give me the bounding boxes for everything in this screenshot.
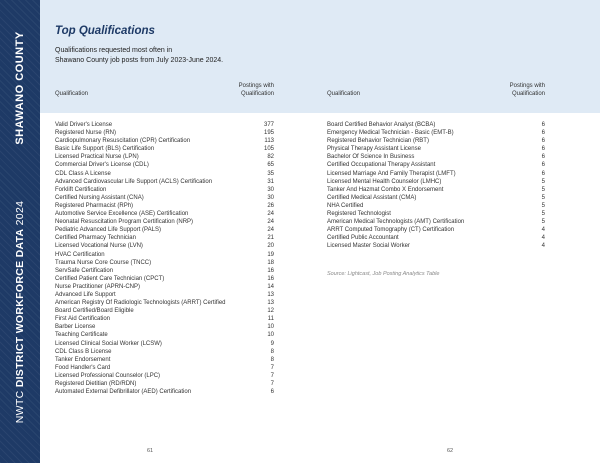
table-row — [55, 275, 274, 283]
qualification-name: Board Certified Behavior Analyst (BCBA) — [327, 122, 436, 128]
table-row — [55, 137, 274, 145]
qualification-name: NHA Certified — [327, 202, 364, 209]
right-postings-header — [475, 82, 545, 98]
table-row — [55, 202, 274, 210]
postings-count: 82 — [267, 154, 274, 161]
page-number-right: 62 — [447, 448, 454, 454]
qualification-name: Physical Therapy Assistant License — [327, 146, 421, 153]
qualification-name: Bachelor Of Science In Business — [327, 154, 415, 161]
table-row — [327, 218, 545, 226]
qualification-name: American Medical Technologists (AMT) Certification — [327, 219, 465, 226]
table-row — [55, 340, 274, 348]
postings-count: 13 — [267, 300, 274, 307]
source-note: Source: Lightcast, Job Posting Analytics Table — [327, 271, 440, 277]
qualification-name: Neonatal Resuscitation Program Certification (NRP) — [55, 219, 194, 226]
page-number-left: 61 — [147, 448, 154, 454]
postings-count: 9 — [270, 340, 274, 347]
qualification-name: Licensed Master Social Worker — [327, 243, 410, 250]
table-row — [55, 186, 274, 194]
postings-count: 30 — [267, 194, 274, 201]
qualification-name: Certified Patient Care Technician (CPCT) — [55, 275, 165, 282]
table-row — [55, 129, 274, 137]
table-row — [327, 137, 545, 145]
qualification-name: Emergency Medical Technician - Basic (EMT-B) — [327, 130, 454, 137]
postings-count: 8 — [270, 356, 274, 363]
qualification-name: Certified Occupational Therapy Assistant — [327, 162, 436, 169]
table-row — [55, 170, 274, 178]
report-name: DISTRICT WORKFORCE DATA — [14, 228, 26, 388]
table-row — [327, 129, 545, 137]
qualification-name: Forklift Certification — [55, 186, 107, 193]
postings-count: 13 — [267, 291, 274, 298]
postings-count: 10 — [267, 324, 274, 331]
postings-count: 6 — [541, 170, 545, 177]
table-row — [55, 259, 274, 267]
subtitle-line-2: Shawano County job posts from July 2023-June 2024. — [55, 57, 224, 64]
qualification-name: Certified Nursing Assistant (CNA) — [55, 194, 144, 201]
postings-count: 195 — [263, 130, 274, 137]
postings-count: 105 — [263, 146, 274, 153]
table-row — [55, 372, 274, 380]
postings-count: 65 — [267, 162, 274, 169]
table-row — [327, 170, 545, 178]
postings-count: 5 — [541, 178, 545, 185]
postings-count: 24 — [267, 211, 274, 218]
postings-count: 10 — [267, 332, 274, 339]
table-row — [55, 356, 274, 364]
postings-count: 7 — [270, 364, 274, 371]
page-subtitle — [55, 46, 315, 66]
postings-count: 24 — [267, 227, 274, 234]
left-postings-header — [204, 82, 274, 98]
subtitle-line-1: Qualifications requested most often in — [55, 47, 173, 54]
table-row — [55, 291, 274, 299]
table-row — [55, 348, 274, 356]
qualification-name: Teaching Certificate — [55, 332, 108, 339]
postings-count: 7 — [270, 381, 274, 387]
qualification-name: Commercial Driver's License (CDL) — [55, 162, 149, 169]
table-row — [327, 242, 545, 250]
postings-count: 18 — [267, 259, 274, 266]
left-qualification-header: Qualification — [55, 91, 89, 97]
postings-count: 16 — [267, 267, 274, 274]
qualification-name: Registered Dietitian (RD/RDN) — [55, 381, 137, 387]
county-label: SHAWANO COUNTY — [14, 31, 26, 145]
qualification-name: ServSafe Certification — [55, 267, 114, 274]
right-postings-header-line-1: Postings with — [509, 83, 545, 89]
table-row — [327, 210, 545, 218]
qualification-name: Cardiopulmonary Resuscitation (CPR) Certification — [55, 138, 191, 145]
table-row — [55, 364, 274, 372]
postings-count: 6 — [270, 389, 274, 396]
right-qualification-header: Qualification — [327, 91, 361, 97]
qualification-name: Nurse Practitioner (APRN-CNP) — [55, 283, 141, 290]
right-qualifications-table — [327, 121, 545, 251]
qualification-name: Certified Medical Assistant (CMA) — [327, 194, 417, 201]
table-row — [55, 283, 274, 291]
right-postings-header-line-2: Qualification — [511, 91, 545, 97]
table-row — [327, 145, 545, 153]
table-row — [55, 315, 274, 323]
postings-count: 113 — [264, 138, 274, 145]
postings-count: 4 — [541, 227, 545, 234]
postings-count: 5 — [541, 211, 545, 218]
qualification-name: Board Certified/Board Eligible — [55, 308, 134, 315]
qualification-name: Licensed Clinical Social Worker (LCSW) — [55, 340, 162, 347]
postings-count: 377 — [263, 122, 274, 128]
table-row — [327, 121, 545, 129]
qualification-name: Trauma Nurse Core Course (TNCC) — [55, 259, 152, 266]
postings-count: 16 — [267, 275, 274, 282]
table-row — [55, 251, 274, 259]
table-row — [55, 161, 274, 169]
table-row — [55, 226, 274, 234]
qualification-name: American Registry Of Radiologic Technologists (ARRT) Certified — [55, 300, 226, 307]
postings-count: 7 — [270, 372, 274, 379]
table-row — [55, 218, 274, 226]
postings-count: 26 — [267, 202, 274, 209]
postings-count: 30 — [267, 186, 274, 193]
left-postings-header-line-2: Qualification — [240, 91, 274, 97]
postings-count: 11 — [267, 316, 274, 323]
qualification-name: Registered Pharmacist (RPh) — [55, 202, 134, 209]
qualification-name: Pediatric Advanced Life Support (PALS) — [55, 227, 161, 234]
table-row — [55, 267, 274, 275]
qualification-name: Food Handler's Card — [55, 364, 111, 371]
postings-count: 5 — [541, 186, 545, 193]
postings-count: 31 — [267, 178, 274, 185]
postings-count: 6 — [541, 130, 545, 137]
qualification-name: Advanced Life Support — [55, 291, 116, 298]
postings-count: 4 — [541, 243, 545, 250]
qualification-name: CDL Class A License — [55, 170, 111, 177]
qualification-name: Licensed Vocational Nurse (LVN) — [55, 243, 143, 250]
qualification-name: Automated External Defibrillator (AED) Certification — [55, 389, 192, 396]
table-row — [55, 145, 274, 153]
table-row — [55, 153, 274, 161]
qualification-name: First Aid Certification — [55, 316, 111, 323]
table-row — [55, 388, 274, 396]
table-row — [55, 234, 274, 242]
table-row — [55, 323, 274, 331]
table-row — [55, 121, 274, 129]
report-prefix: NWTC — [14, 390, 26, 424]
postings-count: 6 — [541, 162, 545, 169]
postings-count: 6 — [541, 146, 545, 153]
qualification-name: Licensed Marriage And Family Therapist (LMFT) — [327, 170, 456, 177]
qualification-name: Licensed Mental Health Counselor (LMHC) — [327, 178, 442, 185]
qualification-name: Registered Technologist — [327, 211, 391, 218]
table-row — [327, 153, 545, 161]
postings-count: 6 — [541, 122, 545, 128]
qualification-name: Valid Driver's License — [55, 122, 113, 128]
qualification-name: ARRT Computed Tomography (CT) Certification — [327, 227, 455, 234]
qualification-name: Registered Behavior Technician (RBT) — [327, 138, 429, 145]
postings-count: 12 — [267, 308, 274, 315]
qualification-name: HVAC Certification — [55, 251, 105, 258]
postings-count: 24 — [267, 219, 274, 226]
postings-count: 5 — [541, 202, 545, 209]
qualification-name: Certified Pharmacy Technician — [55, 235, 136, 242]
table-row — [55, 331, 274, 339]
qualification-name: Basic Life Support (BLS) Certification — [55, 146, 155, 153]
table-row — [327, 194, 545, 202]
table-row — [327, 178, 545, 186]
qualification-name: Automotive Service Excellence (ASE) Certification — [55, 211, 189, 218]
table-row — [327, 234, 545, 242]
table-row — [55, 210, 274, 218]
postings-count: 4 — [541, 235, 545, 242]
qualification-name: Registered Nurse (RN) — [55, 130, 117, 137]
qualification-name: Licensed Professional Counselor (LPC) — [55, 372, 161, 379]
table-row — [55, 380, 274, 388]
left-qualifications-table — [55, 121, 274, 396]
table-row — [327, 161, 545, 169]
postings-count: 6 — [541, 154, 545, 161]
qualification-name: Tanker And Hazmat Combo X Endorsement — [327, 186, 444, 193]
table-row — [55, 307, 274, 315]
table-row — [55, 194, 274, 202]
postings-count: 14 — [267, 283, 274, 290]
postings-count: 35 — [267, 170, 274, 177]
table-row — [55, 242, 274, 250]
qualification-name: Advanced Cardiovascular Life Support (ACLS) Certification — [55, 178, 213, 185]
postings-count: 5 — [541, 194, 545, 201]
table-row — [327, 202, 545, 210]
table-row — [327, 226, 545, 234]
postings-count: 8 — [270, 348, 274, 355]
left-postings-header-line-1: Postings with — [238, 83, 274, 89]
postings-count: 6 — [541, 138, 545, 145]
postings-count: 19 — [267, 251, 274, 258]
report-label — [14, 201, 26, 423]
qualification-name: Barber License — [55, 324, 96, 331]
postings-count: 21 — [267, 235, 274, 242]
qualification-name: Tanker Endorsement — [55, 356, 111, 363]
sidebar — [0, 0, 40, 463]
qualification-name: Licensed Practical Nurse (LPN) — [55, 154, 139, 161]
page-title: Top Qualifications — [55, 25, 155, 37]
postings-count: 5 — [541, 219, 545, 226]
report-year: 2024 — [14, 200, 26, 226]
postings-count: 20 — [267, 243, 274, 250]
qualification-name: Certified Public Accountant — [327, 235, 399, 242]
table-row — [55, 299, 274, 307]
qualification-name: CDL Class B License — [55, 348, 112, 355]
table-row — [55, 178, 274, 186]
table-row — [327, 186, 545, 194]
